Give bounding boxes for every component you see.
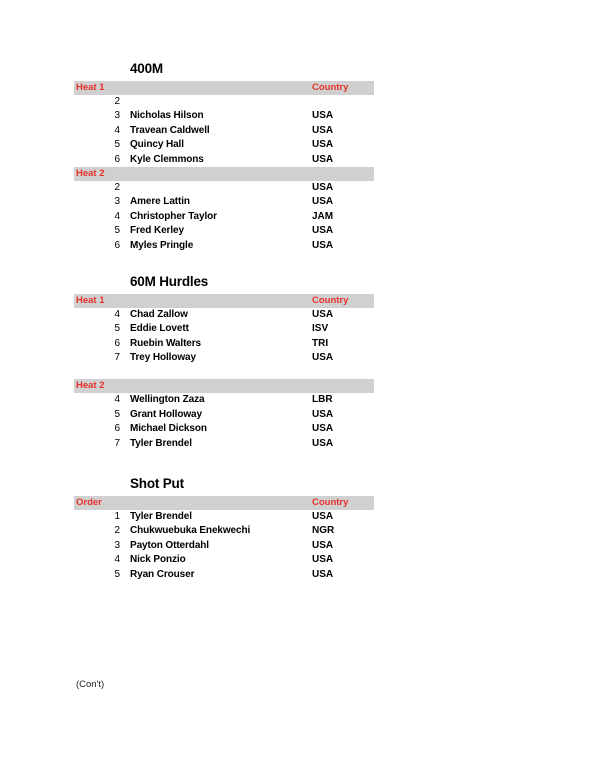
- lane-number: 6: [114, 423, 120, 435]
- table-row: [74, 181, 374, 195]
- athlete-name: Fred Kerley: [130, 225, 184, 237]
- athlete-name: Kyle Clemmons: [130, 153, 204, 165]
- athlete-country: USA: [312, 225, 334, 237]
- lane-number: 1: [114, 511, 120, 523]
- table-row: [74, 437, 374, 451]
- athlete-rows: [74, 181, 374, 253]
- athlete-name: Chukwuebuka Enekwechi: [130, 525, 251, 537]
- event-title: 400M: [130, 61, 163, 76]
- athlete-name: Tyler Brendel: [130, 437, 192, 449]
- lane-number: 3: [114, 196, 120, 208]
- lane-number: 4: [114, 124, 120, 136]
- athlete-name: Christopher Taylor: [130, 210, 217, 222]
- table-row: [74, 239, 374, 253]
- lane-number: 2: [114, 181, 120, 193]
- athlete-country: USA: [312, 539, 334, 551]
- athlete-rows: [74, 393, 374, 451]
- lane-number: 4: [114, 394, 120, 406]
- table-row: [74, 422, 374, 436]
- event-spacer: [74, 253, 374, 273]
- lane-number: 7: [114, 352, 120, 364]
- athlete-name: Chad Zallow: [130, 308, 188, 320]
- event-title: Shot Put: [130, 476, 184, 492]
- table-row: [74, 195, 374, 209]
- athlete-country: USA: [312, 511, 334, 523]
- lane-number: 3: [114, 539, 120, 551]
- athlete-name: Eddie Lovett: [130, 323, 189, 335]
- athlete-country: USA: [312, 437, 334, 449]
- lane-number: 4: [114, 210, 120, 222]
- athlete-name: Michael Dickson: [130, 423, 207, 435]
- lane-number: 6: [114, 239, 120, 251]
- table-row: [74, 224, 374, 238]
- country-column-header: Country: [312, 294, 349, 306]
- group-label: Heat 1: [76, 82, 105, 93]
- event-spacer: [74, 451, 374, 475]
- table-row: [74, 408, 374, 422]
- athlete-country: USA: [312, 153, 334, 165]
- athlete-name: Tyler Brendel: [130, 511, 192, 523]
- athlete-country: USA: [312, 110, 334, 122]
- event-block: [74, 60, 374, 253]
- table-row: [74, 210, 374, 224]
- table-row: [74, 322, 374, 336]
- table-row: [74, 95, 374, 109]
- athlete-country: USA: [312, 239, 334, 251]
- group-header-band: [74, 81, 374, 95]
- athlete-name: Grant Holloway: [130, 408, 202, 420]
- athlete-country: NGR: [312, 525, 335, 537]
- table-row: [74, 351, 374, 365]
- athlete-country: USA: [312, 181, 334, 193]
- table-row: [74, 153, 374, 167]
- athlete-country: LBR: [312, 394, 333, 406]
- athlete-rows: [74, 308, 374, 366]
- table-row: [74, 524, 374, 538]
- athlete-country: USA: [312, 139, 334, 151]
- group-label: Heat 2: [76, 380, 105, 392]
- lane-number: 6: [114, 337, 120, 349]
- group-label: Heat 2: [76, 167, 105, 179]
- lane-number: 2: [114, 96, 120, 107]
- athlete-name: Myles Pringle: [130, 239, 194, 251]
- athlete-country: USA: [312, 554, 334, 566]
- athlete-name: Nicholas Hilson: [130, 110, 204, 122]
- table-row: [74, 109, 374, 123]
- athlete-country: USA: [312, 308, 334, 320]
- athlete-country: USA: [312, 568, 334, 580]
- table-row: [74, 124, 374, 138]
- athlete-name: Payton Otterdahl: [130, 539, 209, 551]
- table-row: [74, 138, 374, 152]
- athlete-country: USA: [312, 352, 334, 364]
- lane-number: 5: [114, 408, 120, 420]
- table-row: [74, 308, 374, 322]
- athlete-name: Amere Lattin: [130, 196, 190, 208]
- athlete-name: Trey Holloway: [130, 352, 196, 364]
- group-header-band: [74, 379, 374, 393]
- group-label: Heat 1: [76, 294, 105, 306]
- event-block: [74, 253, 374, 451]
- continuation-note: (Con't): [76, 679, 105, 690]
- lane-number: 5: [114, 139, 120, 151]
- table-row: [74, 393, 374, 407]
- country-column-header: Country: [312, 497, 349, 509]
- event-block: [74, 451, 374, 582]
- country-column-header: Country: [312, 82, 349, 93]
- group-header-band: [74, 496, 374, 510]
- group-label: Order: [76, 497, 102, 509]
- athlete-name: Travean Caldwell: [130, 124, 210, 136]
- start-list-sheet: [74, 60, 374, 582]
- lane-number: 6: [114, 153, 120, 165]
- table-row: [74, 568, 374, 582]
- lane-number: 4: [114, 308, 120, 320]
- athlete-name: Ryan Crouser: [130, 568, 195, 580]
- athlete-country: ISV: [312, 323, 329, 335]
- athlete-rows: [74, 510, 374, 582]
- table-row: [74, 539, 374, 553]
- athlete-name: Quincy Hall: [130, 139, 184, 151]
- athlete-country: TRI: [312, 337, 329, 349]
- athlete-rows: [74, 95, 374, 167]
- lane-number: 5: [114, 323, 120, 335]
- lane-number: 2: [114, 525, 120, 537]
- athlete-country: JAM: [312, 210, 334, 222]
- athlete-name: Ruebin Walters: [130, 337, 202, 349]
- group-header-band: [74, 294, 374, 308]
- lane-number: 7: [114, 437, 120, 449]
- lane-number: 3: [114, 110, 120, 122]
- athlete-name: Wellington Zaza: [130, 394, 205, 406]
- table-row: [74, 510, 374, 524]
- event-title: 60M Hurdles: [130, 273, 209, 289]
- table-row: [74, 337, 374, 351]
- athlete-country: USA: [312, 196, 334, 208]
- lane-number: 5: [114, 225, 120, 237]
- athlete-country: USA: [312, 124, 334, 136]
- table-row: [74, 553, 374, 567]
- lane-number: 5: [114, 568, 120, 580]
- group-gap: [74, 365, 374, 379]
- athlete-country: USA: [312, 408, 334, 420]
- athlete-country: USA: [312, 423, 334, 435]
- athlete-name: Nick Ponzio: [130, 554, 186, 566]
- lane-number: 4: [114, 554, 120, 566]
- group-header-band: [74, 167, 374, 181]
